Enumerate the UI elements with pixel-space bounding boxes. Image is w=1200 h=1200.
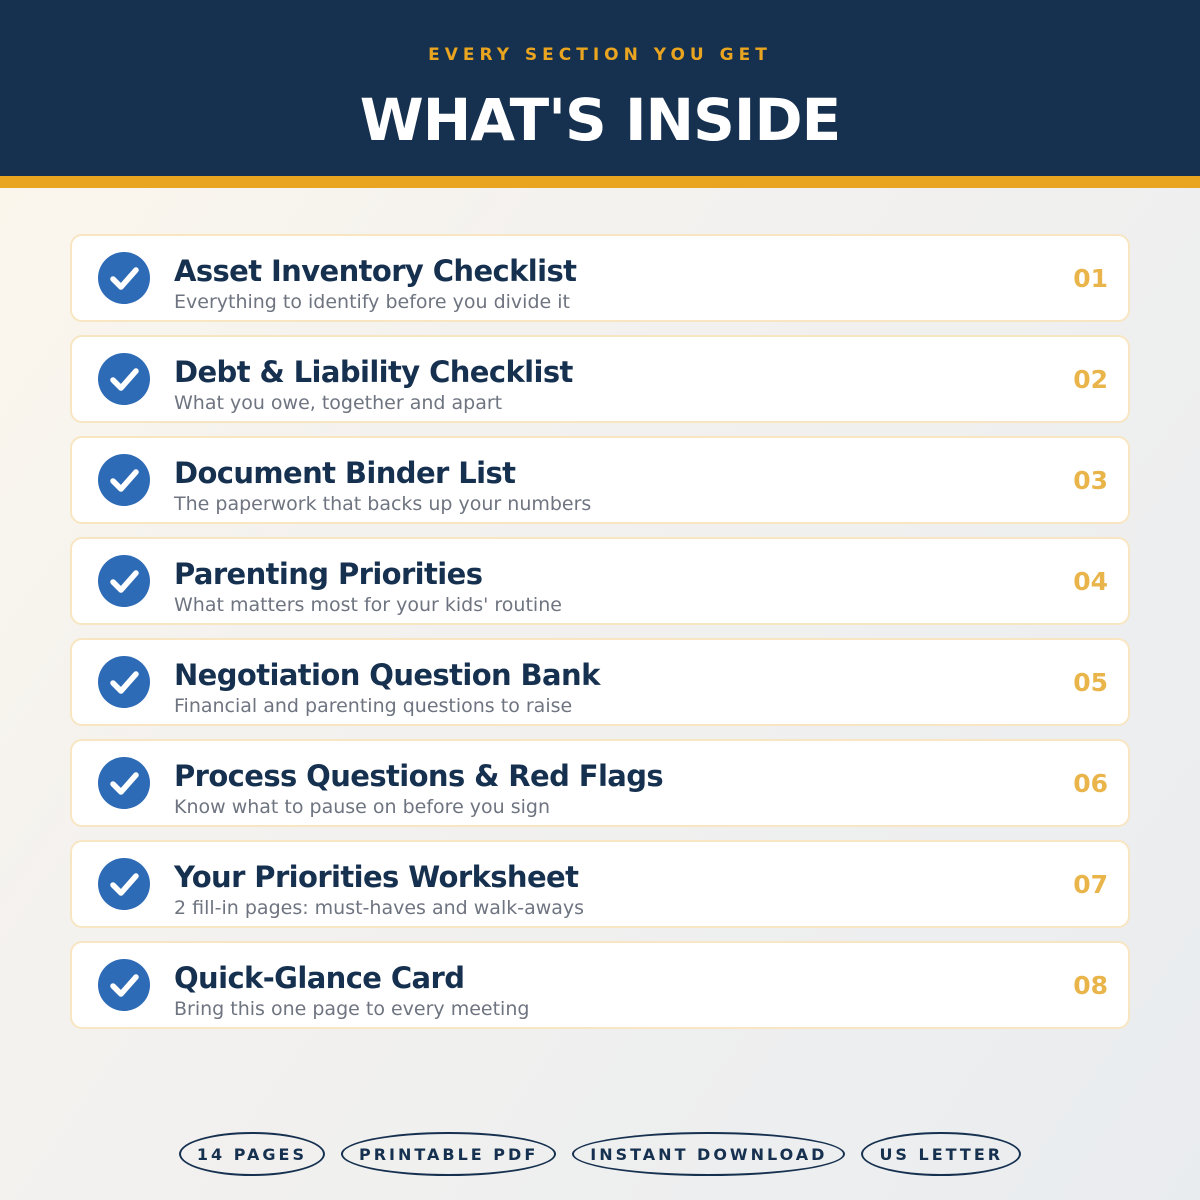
list-item [70,436,1130,524]
header-banner [0,0,1200,176]
list-item [70,840,1130,928]
item-description: Everything to identify before you divide it [174,291,570,313]
check-circle-icon [98,454,150,506]
badge-format: PRINTABLE PDF [341,1132,556,1176]
item-number: 07 [1073,870,1108,899]
badge-pages: 14 PAGES [179,1132,325,1176]
item-description: Know what to pause on before you sign [174,796,551,818]
item-number: 06 [1073,769,1108,798]
check-circle-icon [98,656,150,708]
item-number: 08 [1073,971,1108,1000]
check-circle-icon [98,353,150,405]
header-divider [0,176,1200,188]
item-title: Asset Inventory Checklist [174,254,577,288]
item-description: The paperwork that backs up your numbers [174,493,592,515]
item-title: Your Priorities Worksheet [174,860,579,894]
list-item [70,234,1130,322]
list-item [70,638,1130,726]
list-item [70,335,1130,423]
item-title: Debt & Liability Checklist [174,355,573,389]
item-number: 02 [1073,365,1108,394]
item-title: Process Questions & Red Flags [174,759,664,793]
item-description: Financial and parenting questions to raise [174,695,573,717]
feature-badges [0,1132,1200,1176]
item-number: 03 [1073,466,1108,495]
item-number: 04 [1073,567,1108,596]
item-description: What matters most for your kids' routine [174,594,562,616]
check-circle-icon [98,555,150,607]
badge-delivery: INSTANT DOWNLOAD [572,1132,845,1176]
item-description: 2 fill-in pages: must-haves and walk-aways [174,897,585,919]
item-description: Bring this one page to every meeting [174,998,530,1020]
check-circle-icon [98,252,150,304]
item-number: 05 [1073,668,1108,697]
header-eyebrow: EVERY SECTION YOU GET [428,45,772,65]
check-circle-icon [98,757,150,809]
list-item [70,941,1130,1029]
item-title: Parenting Priorities [174,557,483,591]
item-title: Document Binder List [174,456,516,490]
badge-paper-size: US LETTER [861,1132,1021,1176]
item-description: What you owe, together and apart [174,392,503,414]
section-list [70,234,1130,1042]
check-circle-icon [98,959,150,1011]
item-number: 01 [1073,264,1108,293]
item-title: Negotiation Question Bank [174,658,600,692]
list-item [70,739,1130,827]
check-circle-icon [98,858,150,910]
page-title: WHAT'S INSIDE [359,86,841,154]
list-item [70,537,1130,625]
item-title: Quick-Glance Card [174,961,465,995]
